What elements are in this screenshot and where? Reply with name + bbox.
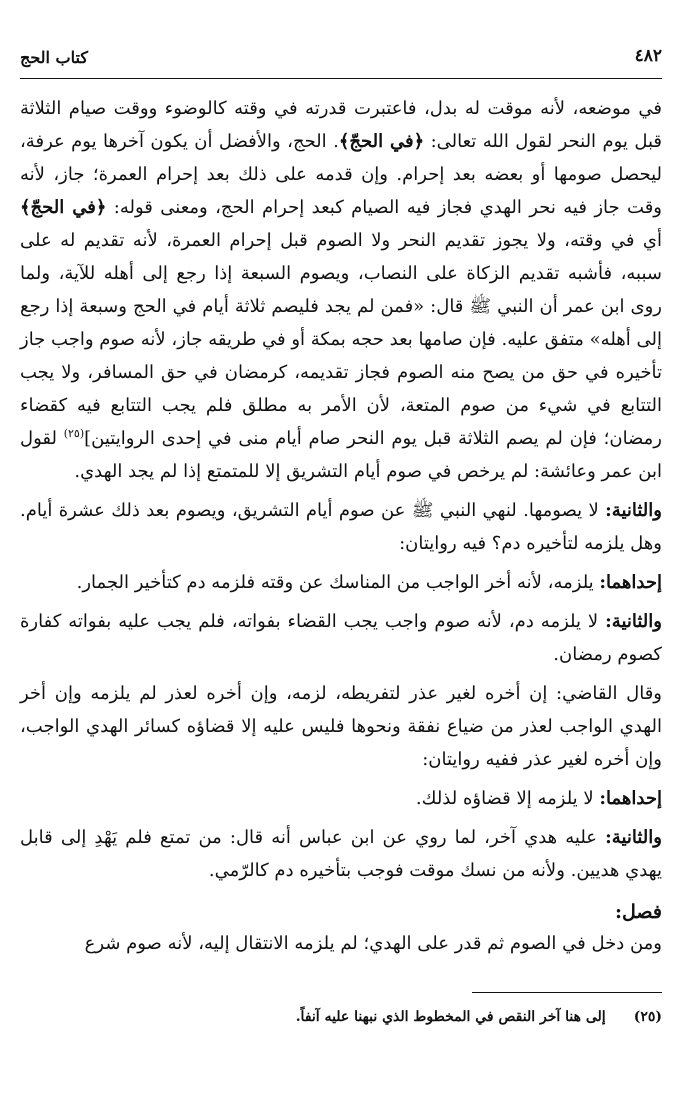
paragraph-2-text: لا يصومها. لنهي النبي ﷺ عن صوم أيام التشريق، ويصوم بعد ذلك عشرة أيام. وهل يلزمه لتأخيره دم؟ فيه روايتان: [20, 500, 662, 554]
footnote-divider [472, 992, 662, 993]
paragraph-3-lead: إحداهما: [599, 572, 662, 593]
paragraph-8-text: ومن دخل في الصوم ثم قدر على الهدي؛ لم يلزمه الانتقال إليه، لأنه صوم شرع [84, 933, 662, 954]
header-divider [20, 78, 662, 79]
section-heading: فصل: [615, 901, 662, 923]
paragraph-3-text: يلزمه، لأنه أخر الواجب من المناسك عن وقته فلزمه دم كتأخير الجمار. [76, 572, 600, 593]
paragraph-4-text: لا يلزمه دم، لأنه صوم واجب يجب القضاء بفواته، فلم يجب عليه بفواته كفارة كصوم رمضان. [20, 611, 662, 665]
footnote-25 [20, 1006, 662, 1028]
paragraph-7 [20, 821, 662, 887]
page-header [20, 44, 662, 84]
paragraph-1-text-d: لقول ابن عمر وعائشة: لم يرخص في صوم أيام التشريق إلا للمتمتع إذا لم يجد الهدي. [20, 428, 662, 482]
paragraph-5 [20, 677, 662, 776]
paragraph-1 [20, 92, 662, 488]
book-title: كتاب الحج [20, 48, 88, 67]
paragraph-1-text-b: . الحج، والأفضل أن يكون آخرها يوم عرفة، ليحصل صومها أو بعضه بعد إحرام. وإن قدمه على ذلك بعد إحرام العمرة؛ جاز، لأنه وقت جاز فيه نحر الهدي فجاز فيه الصيام كبعد إحرام الحج، ومعنى قوله: [20, 131, 662, 218]
paragraph-6-lead: إحداهما: [599, 788, 662, 809]
paragraph-4 [20, 605, 662, 671]
quran-quote-1: ﴿في الحجّ﴾ [338, 131, 425, 152]
paragraph-1-text-a: في موضعه، لأنه موقت له بدل، فاعتبرت قدرته في وقته كالوضوء ووقت صيام الثلاثة قبل يوم النحر لقول الله تعالى: [20, 98, 662, 152]
paragraph-4-lead: والثانية: [605, 611, 662, 632]
paragraph-2-lead: والثانية: [605, 500, 662, 521]
paragraph-8 [20, 927, 662, 960]
footnote-reference[interactable]: (٢٥) [63, 427, 85, 440]
paragraph-7-text: عليه هدي آخر، لما روي عن ابن عباس أنه قال: من تمتع فلم يَهْدِ إلى قابل يهدي هديين. ولأنه من نسك موقت فوجب بتأخيره دم كالرّمي. [20, 827, 662, 881]
paragraph-3 [20, 566, 662, 599]
footnote-text: إلى هنا آخر النقص في المخطوط الذي نبهنا عليه آنفاً. [295, 1009, 606, 1025]
footnote-number: (٢٥) [633, 1009, 662, 1025]
body-text [20, 92, 662, 966]
paragraph-5-text: وقال القاضي: إن أخره لغير عذر لتفريطه، لزمه، وإن أخره لعذر لم يلزمه وإن أخر الهدي الواجب لعذر من ضياع نفقة ونحوها فليس عليه إلا قضاؤه كسائر الهدي الواجب، وإن أخره لغير عذر ففيه روايتان: [20, 683, 662, 770]
page-number: ٤٨٢ [634, 46, 662, 66]
paragraph-1-text-c: أي في وقته، ولا يجوز تقديم النحر ولا الصوم قبل إحرام العمرة، لأنه تقديم له على سببه، فأشبه تقديم الزكاة على النصاب، ويصوم السبعة إذا رجع إلى أهله للآية، ولما روى ابن عمر أن النبي ﷺ قال: «فمن لم يجد فليصم ثلاثة أيام في الحج وسبعة إذا رجع إلى أهله» متفق عليه. فإن صامها بعد حجه بمكة أو في طريقه جاز، لأنه صوم واجب جاز تأخيره في حق من يصح منه الصوم فجاز تقديمه، كرمضان في حق المسافر، ولا يجب التتابع في شيء من صوم المتعة، لأن الأمر به مطلق فلم يجب التتابع فيه كقضاء رمضان؛ فإن لم يصم الثلاثة قبل يوم النحر صام أيام منى في إحدى الروايتين] [20, 230, 662, 449]
paragraph-6 [20, 782, 662, 815]
quran-quote-2: ﴿في الحجّ﴾ [20, 197, 107, 218]
paragraph-7-lead: والثانية: [605, 827, 662, 848]
paragraph-6-text: لا يلزمه إلا قضاؤه لذلك. [415, 788, 600, 809]
paragraph-2 [20, 494, 662, 560]
